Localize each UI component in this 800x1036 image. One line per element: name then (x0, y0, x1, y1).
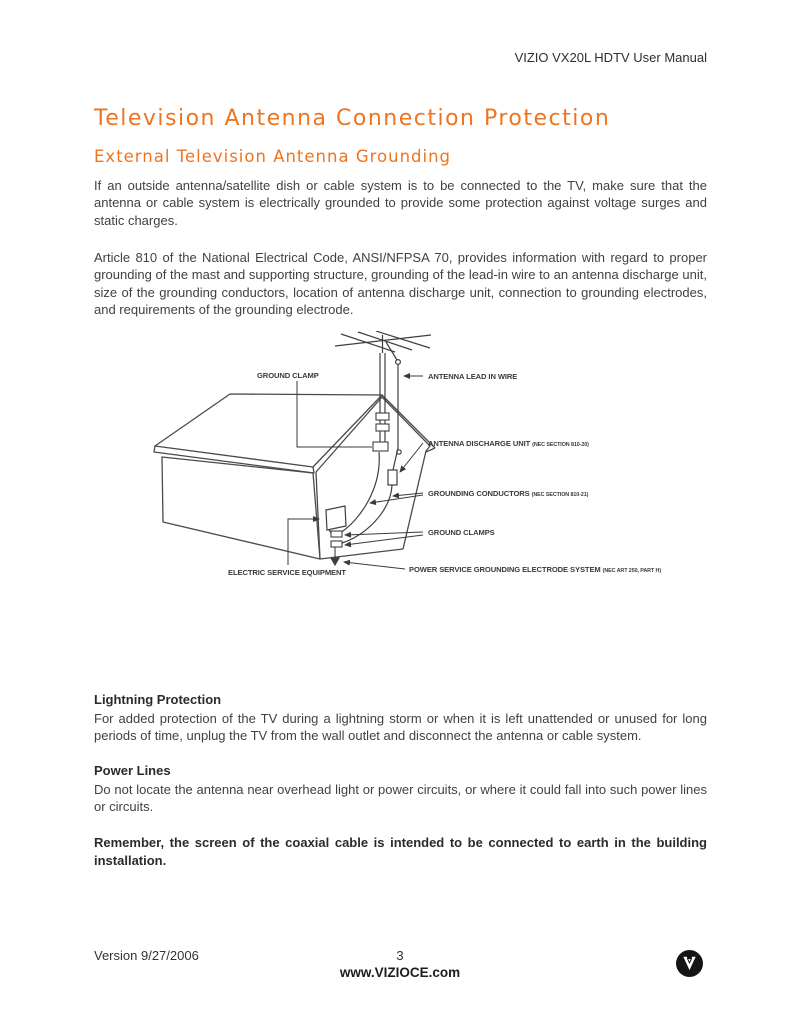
page-title: Television Antenna Connection Protection (94, 106, 611, 131)
label-antenna-lead-in: ANTENNA LEAD IN WIRE (428, 372, 518, 381)
label-electric-service: ELECTRIC SERVICE EQUIPMENT (228, 568, 346, 577)
label-power-service-nec: (NEC ART 250, PART H) (602, 568, 662, 574)
intro-paragraph: If an outside antenna/satellite dish or cable system is to be connected to the TV, make sure that the antenna or cable system is electrically grounded to provide some protection against voltage surges and static charges. (94, 178, 707, 228)
section-body-power-lines: Do not locate the antenna near overhead light or power circuits, or where it could fall into such power lines or circuits. (94, 782, 707, 815)
section-body-lightning-protection: For added protection of the TV during a lightning storm or when it is left unattended or unused for long periods of time, unplug the TV from the wall outlet and disconnect the antenna or cable system. (94, 711, 707, 744)
page-number: 3 (396, 948, 404, 963)
document-header-title: VIZIO VX20L HDTV User Manual (514, 50, 707, 65)
antenna-grounding-diagram (95, 331, 715, 589)
label-ground-clamp: GROUND CLAMP (257, 371, 319, 380)
label-discharge-unit: ANTENNA DISCHARGE UNIT (NEC SECTION 810-20) (428, 439, 589, 448)
label-grounding-conductors-nec: (NEC SECTION 810-21) (531, 492, 589, 498)
page-subtitle: External Television Antenna Grounding (94, 147, 452, 166)
footer-website: www.VIZIOCE.com (339, 965, 461, 980)
emphasis-note: Remember, the screen of the coaxial cable is intended to be connected to earth in the building installation. (94, 835, 707, 868)
section-heading-lightning-protection: Lightning Protection (94, 692, 222, 707)
footer-version: Version 9/27/2006 (94, 948, 199, 963)
section-heading-power-lines: Power Lines (94, 763, 171, 778)
label-discharge-unit-nec: (NEC SECTION 810-20) (532, 442, 589, 448)
discharge-unit-icon (388, 470, 397, 485)
label-power-service: POWER SERVICE GROUNDING ELECTRODE SYSTEM (NEC ART 250, PART H) (409, 565, 662, 574)
label-grounding-conductors: GROUNDING CONDUCTORS (NEC SECTION 810-21) (428, 489, 589, 498)
vizio-logo-icon (676, 950, 703, 977)
label-ground-clamps: GROUND CLAMPS (428, 528, 495, 537)
nec-article-paragraph: Article 810 of the National Electrical Code, ANSI/NFPSA 70, provides information with regard to proper grounding of the mast and supporting structure, grounding of the lead-in wire to an antenna discharge unit, size of the grounding conductors, location of antenna discharge unit, connection to grounding electrodes, and requirements of the grounding electrode. (94, 250, 707, 317)
